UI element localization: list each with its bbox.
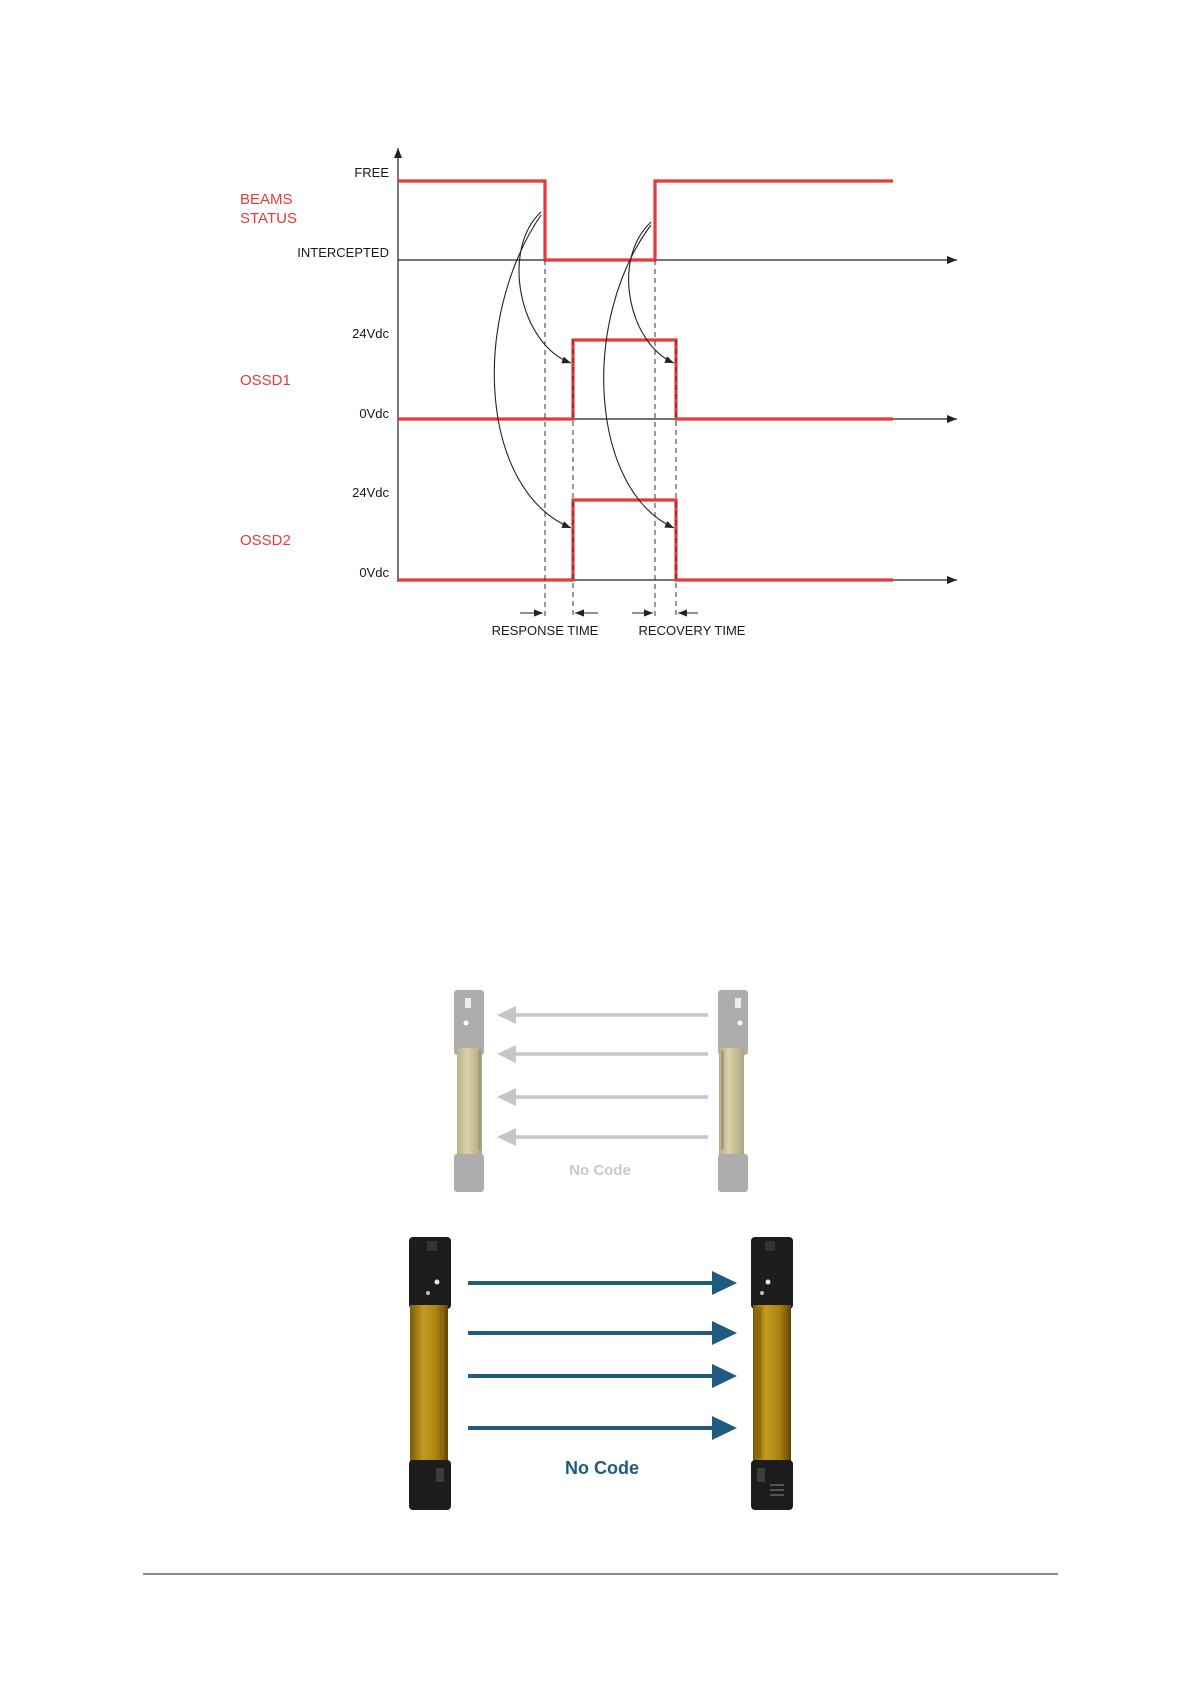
beams-level-intercepted: INTERCEPTED — [297, 245, 389, 260]
beams-level-free: FREE — [354, 165, 389, 180]
receiver-bar-left — [454, 990, 484, 1192]
receiver-bar-right — [751, 1237, 793, 1510]
greyed-no-code-label: No Code — [569, 1162, 631, 1179]
beams-status-signal — [398, 181, 893, 260]
active-beams — [468, 1271, 737, 1440]
coding-figure-greyed — [454, 990, 748, 1192]
active-no-code-label: No Code — [565, 1458, 639, 1478]
recovery-time-label: RECOVERY TIME — [638, 623, 746, 638]
ossd2-level-low: 0Vdc — [359, 565, 389, 580]
ossd2-label: OSSD2 — [240, 532, 291, 549]
ossd1-label: OSSD1 — [240, 372, 291, 389]
ossd2-signal — [398, 500, 893, 580]
beams-status-label-line2: STATUS — [240, 210, 297, 227]
emitter-bar-left — [409, 1237, 451, 1510]
emitter-bar-right — [718, 990, 748, 1192]
ossd1-signal — [398, 340, 893, 419]
response-time-label: RESPONSE TIME — [491, 623, 599, 638]
timing-diagram — [240, 148, 957, 638]
ossd1-level-high: 24Vdc — [352, 326, 389, 341]
ossd2-level-high: 24Vdc — [352, 485, 389, 500]
beams-status-label: BEAMS — [240, 191, 293, 208]
greyed-beams — [497, 1006, 708, 1146]
ossd1-level-low: 0Vdc — [359, 406, 389, 421]
coding-figure-active — [409, 1237, 793, 1510]
